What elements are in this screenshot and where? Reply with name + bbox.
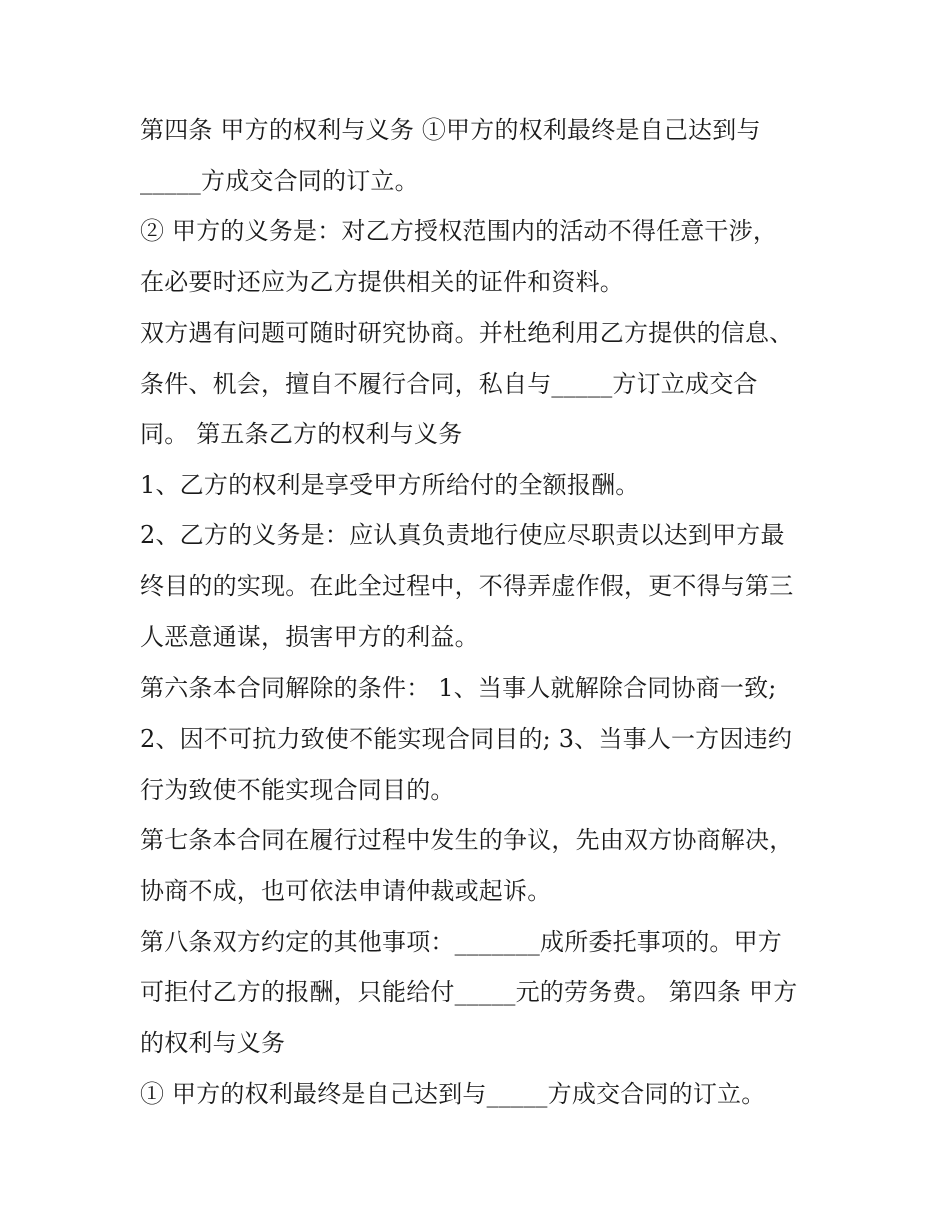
text-line: 2、因不可抗力致使不能实现合同目的; 3、当事人一方因违约: [140, 725, 793, 753]
text-line: _____方成交合同的订立。: [140, 167, 419, 195]
text-line: 第八条双方约定的其他事项：_______成所委托事项的。甲方: [140, 928, 782, 956]
text-line: 第七条本合同在履行过程中发生的争议，先由双方协商解决，: [140, 826, 794, 854]
text-line: 行为致使不能实现合同目的。: [140, 776, 455, 804]
text-line: 在必要时还应为乙方提供相关的证件和资料。: [140, 268, 624, 296]
text-line: 人恶意通谋，损害甲方的利益。: [140, 623, 479, 651]
text-line: 的权利与义务: [140, 1029, 286, 1057]
text-line: 1、乙方的权利是享受甲方所给付的全额报酬。: [140, 471, 640, 499]
text-line: ① 甲方的权利最终是自己达到与_____方成交合同的订立。: [140, 1080, 766, 1108]
text-line: 同。 第五条乙方的权利与义务: [140, 420, 463, 448]
text-line: 第六条本合同解除的条件： 1、当事人就解除合同协商一致;: [140, 674, 777, 702]
text-line: 第四条 甲方的权利与义务 ①甲方的权利最终是自己达到与: [140, 116, 761, 144]
text-line: 协商不成，也可依法申请仲裁或起诉。: [140, 877, 552, 905]
text-line: 双方遇有问题可随时研究协商。并杜绝利用乙方提供的信息、: [140, 319, 794, 347]
text-line: 条件、机会，擅自不履行合同，私自与_____方订立成交合: [140, 370, 758, 398]
text-line: ② 甲方的义务是：对乙方授权范围内的活动不得任意干涉，: [140, 217, 778, 245]
text-line: 终目的的实现。在此全过程中，不得弄虚作假，更不得与第三: [140, 572, 794, 600]
text-line: 2、乙方的义务是：应认真负责地行使应尽职责以达到甲方最: [140, 521, 785, 549]
text-line: 可拒付乙方的报酬，只能给付_____元的劳务费。 第四条 甲方: [140, 978, 798, 1006]
